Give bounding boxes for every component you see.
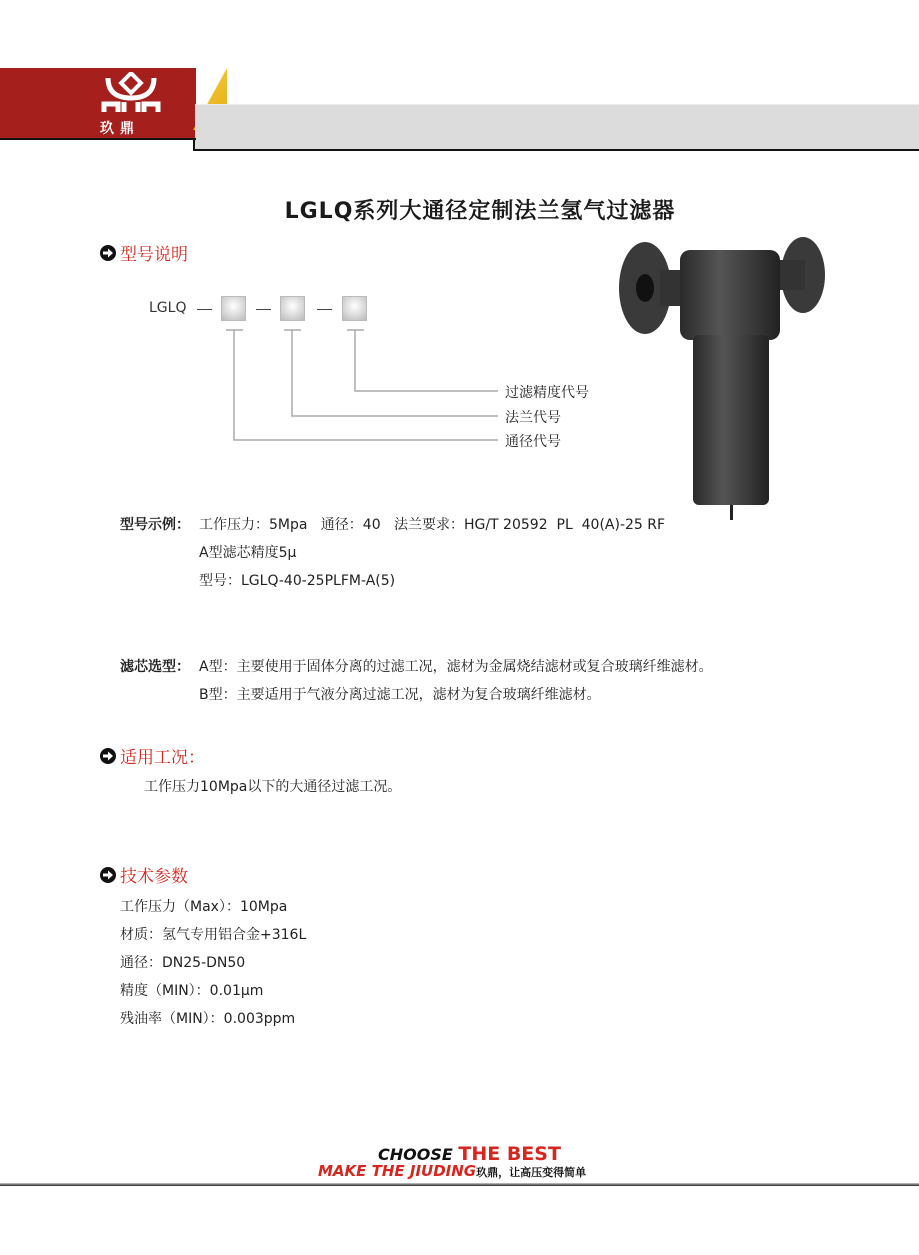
footer-divider <box>0 1183 919 1186</box>
example-line: 型号：LGLQ-40-25PLFM-A(5) <box>199 573 396 589</box>
section-heading-usage <box>99 743 205 768</box>
model-prefix: LGLQ <box>149 300 187 316</box>
product-image <box>605 230 845 530</box>
arrow-circle-icon <box>99 747 117 765</box>
tagline-the-best: THE BEST <box>458 1143 561 1165</box>
arrow-circle-icon <box>99 866 117 884</box>
slogan-cn: 玖鼎，让高压变得简单 <box>476 1166 587 1179</box>
label-precision-code: 过滤精度代号 <box>505 385 589 401</box>
label-diameter-code: 通径代号 <box>505 434 561 450</box>
tech-param: 精度（MIN）：0.01μm <box>120 983 264 999</box>
tech-param: 通径：DN25-DN50 <box>120 955 246 971</box>
example-label: 型号示例： <box>120 517 190 533</box>
heading-text: 技术参数 <box>120 867 188 887</box>
tech-param: 残油率（MIN）：0.003ppm <box>120 1011 296 1027</box>
filter-line: B型：主要适用于气液分离过滤工况，滤材为复合玻璃纤维滤材。 <box>199 687 601 703</box>
tech-param: 材质：氢气专用铝合金+316L <box>120 927 307 943</box>
slogan-en: MAKE THE JIUDING <box>318 1162 477 1180</box>
heading-text: 适用工况： <box>120 748 205 768</box>
example-line: A型滤芯精度5μ <box>199 545 297 561</box>
page-title: LGLQ系列大通径定制法兰氢气过滤器 <box>284 199 676 224</box>
tagline-choose: CHOOSE <box>378 1145 459 1164</box>
heading-text: 型号说明 <box>120 245 188 265</box>
tech-param: 工作压力（Max）：10Mpa <box>120 899 288 915</box>
logo-text: 玖鼎 <box>100 121 140 137</box>
section-heading-tech <box>99 862 188 887</box>
filter-label: 滤芯选型： <box>120 659 190 675</box>
label-flange-code: 法兰代号 <box>505 410 561 426</box>
footer-slogan <box>318 1162 586 1180</box>
usage-text: 工作压力10Mpa以下的大通径过滤工况。 <box>144 779 402 795</box>
example-line: 工作压力：5Mpa 通径：40 法兰要求：HG/T 20592 PL 40(A)-25 RF <box>199 517 666 533</box>
filter-line: A型：主要使用于固体分离的过滤工况，滤材为金属烧结滤材或复合玻璃纤维滤材。 <box>199 659 713 675</box>
